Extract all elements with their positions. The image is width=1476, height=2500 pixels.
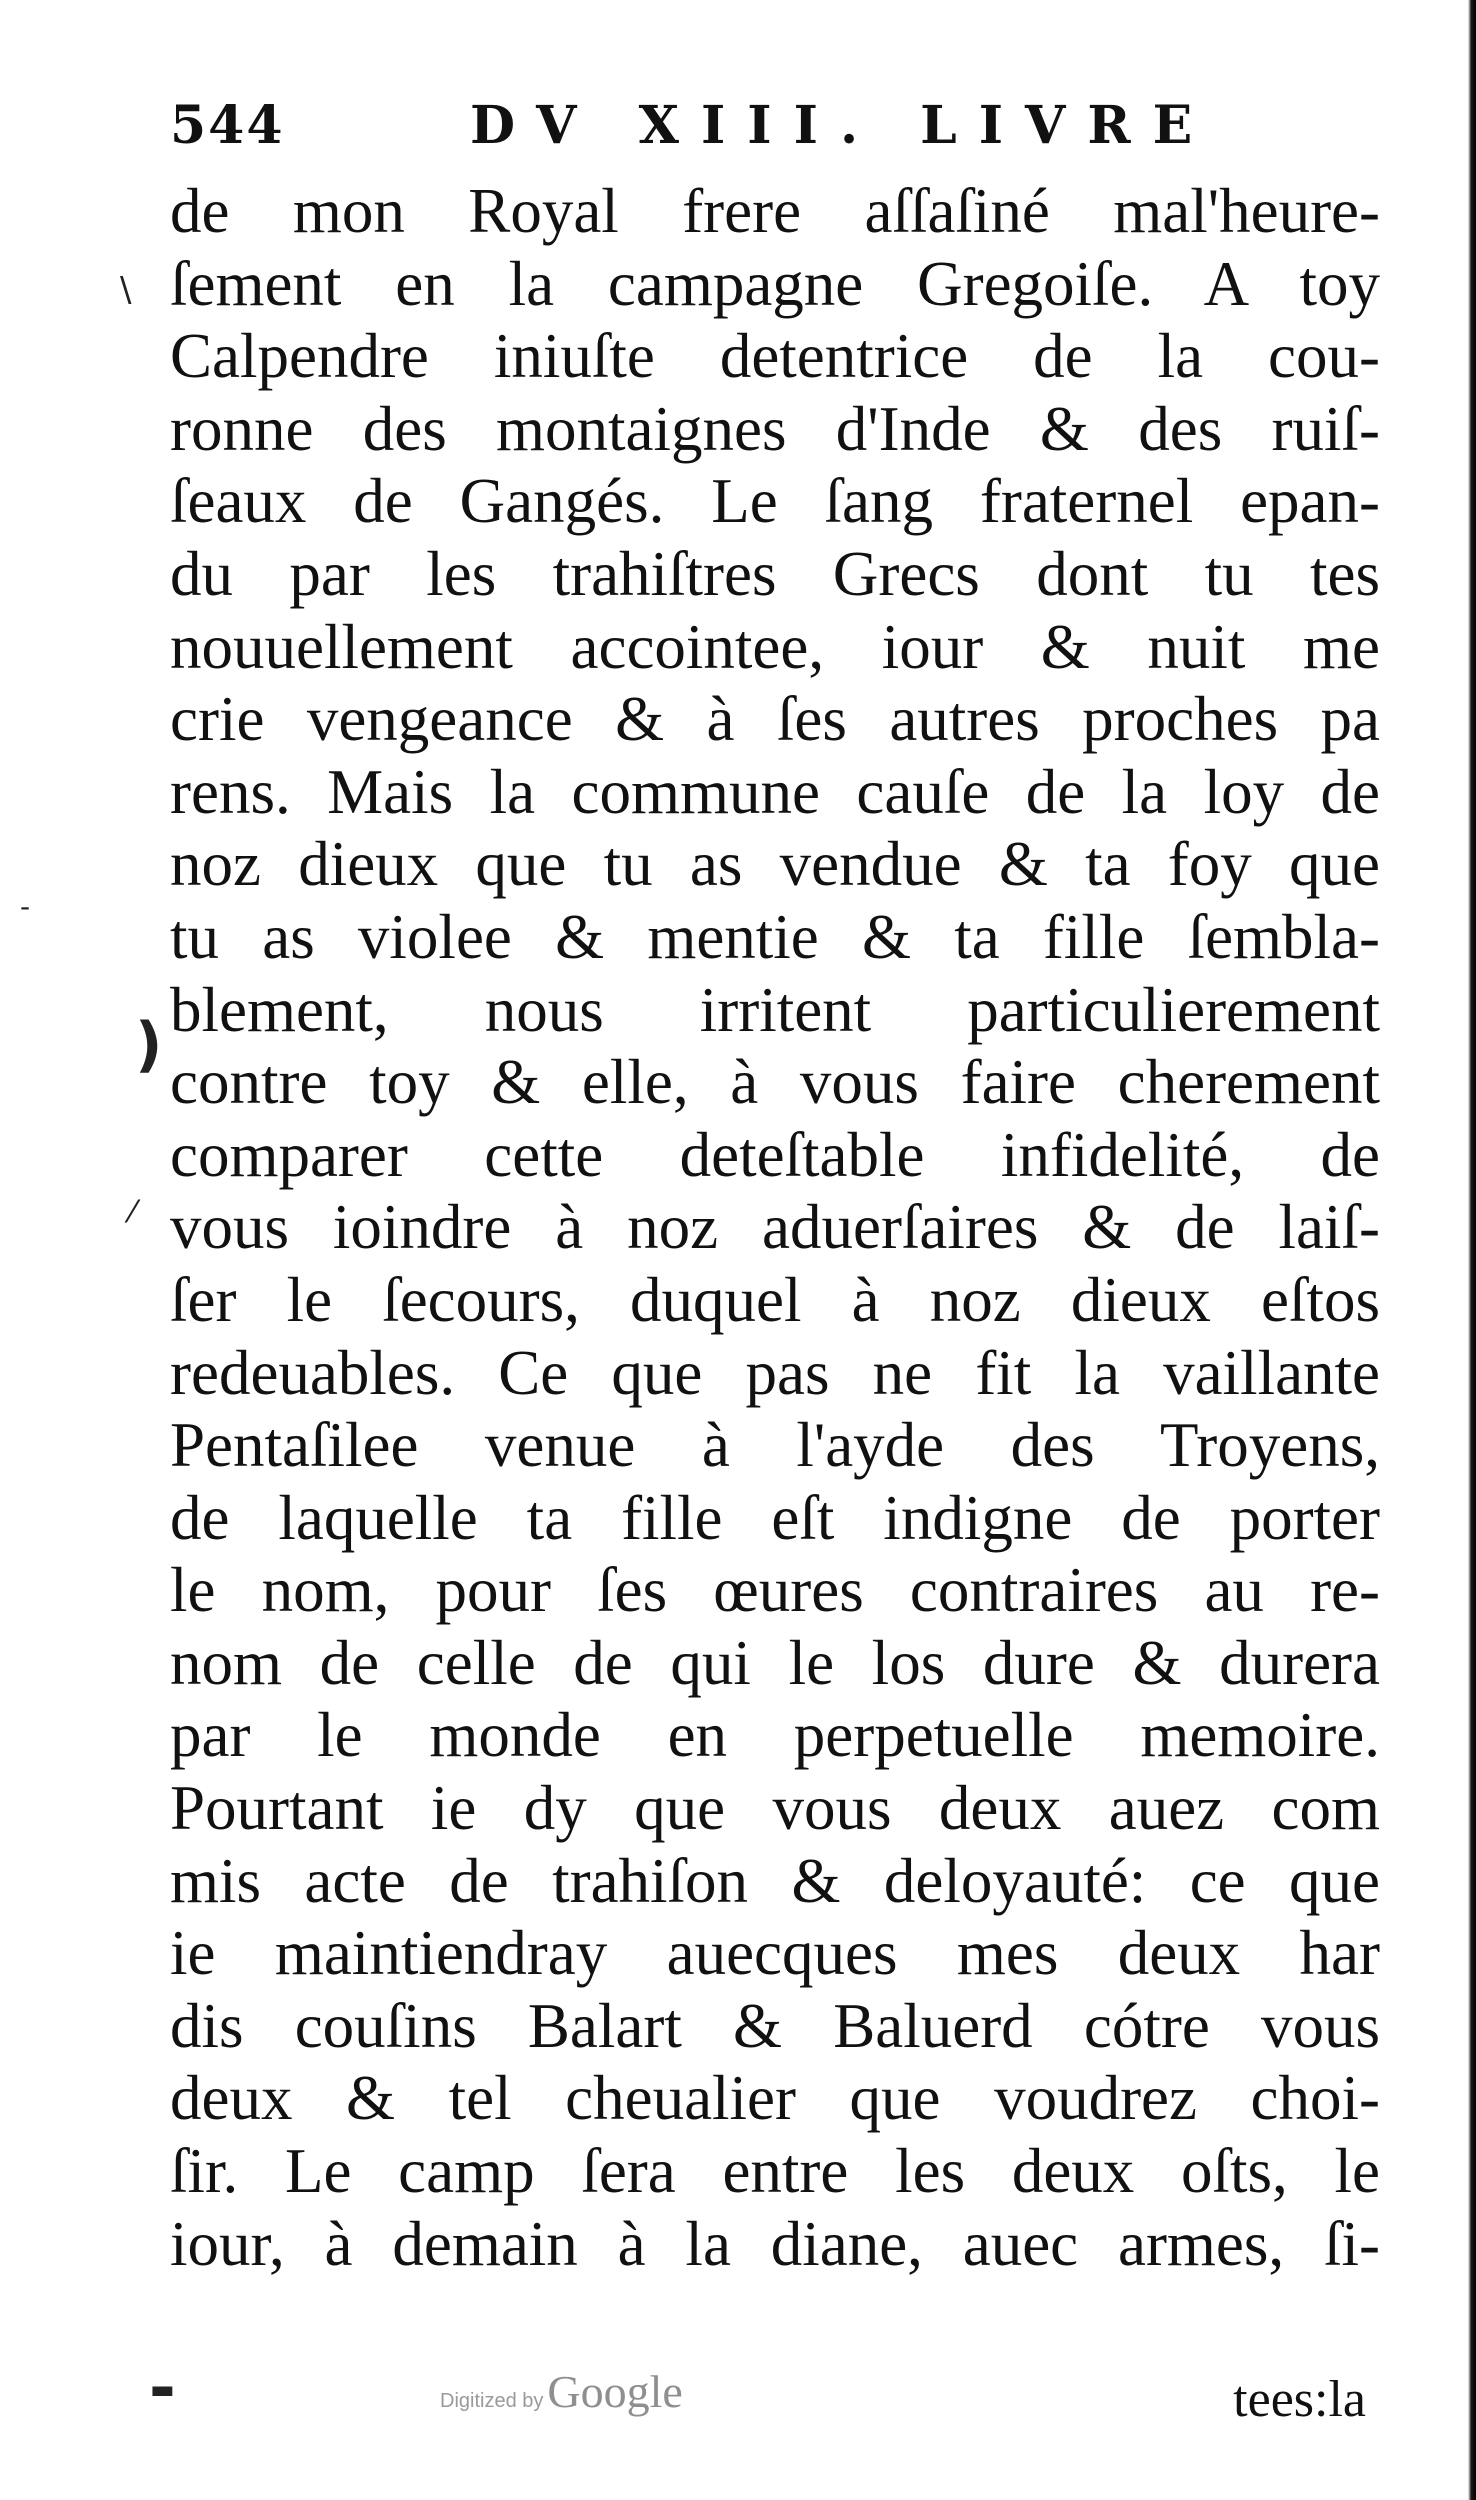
body-text bbox=[170, 175, 1380, 2280]
text-line: ſir. Le camp ſera entre les deux oſts, le bbox=[170, 2136, 1380, 2207]
margin-mark: ▬ bbox=[150, 2375, 175, 2405]
running-title: DV XIII. LIVRE bbox=[470, 95, 1215, 156]
text-line: nouuellement accointee, iour & nuit me bbox=[170, 611, 1380, 682]
text-line: rens. Mais la commune cauſe de la loy de bbox=[170, 756, 1380, 827]
text-line: crie vengeance & à ſes autres proches pa bbox=[170, 684, 1380, 755]
text-line: iour, à demain à la diane, auec armes, ſi- bbox=[170, 2208, 1380, 2279]
text-line: par le monde en perpetuelle memoire. bbox=[170, 1700, 1380, 1771]
catchword: tees:la bbox=[1233, 2371, 1366, 2428]
text-line: blement, nous irritent particulierement bbox=[170, 974, 1380, 1045]
text-line: vous ioindre à noz aduerſaires & de laiſ- bbox=[170, 1192, 1380, 1263]
margin-mark: - bbox=[20, 890, 31, 923]
margin-mark: \ bbox=[120, 270, 132, 310]
text-line: dis couſins Balart & Baluerd cótre vous bbox=[170, 1990, 1380, 2061]
text-line: ſeaux de Gangés. Le ſang fraternel epan- bbox=[170, 466, 1380, 537]
text-line: ronne des montaignes d'Inde & des ruiſ- bbox=[170, 393, 1380, 464]
text-line: du par les trahiſtres Grecs dont tu tes bbox=[170, 538, 1380, 609]
text-line: ie maintiendray auecques mes deux har bbox=[170, 1918, 1380, 1989]
margin-bracket: ) bbox=[135, 1010, 163, 1080]
text-line: Pentaſilee venue à l'ayde des Troyens, bbox=[170, 1410, 1380, 1481]
text-line: comparer cette deteſtable infidelité, de bbox=[170, 1119, 1380, 1190]
text-line: redeuables. Ce que pas ne fit la vaillante bbox=[170, 1337, 1380, 1408]
text-line: ſement en la campagne Gregoiſe. A toy bbox=[170, 248, 1380, 319]
text-line: ſer le ſecours, duquel à noz dieux eſtos bbox=[170, 1264, 1380, 1335]
text-line: contre toy & elle, à vous faire cherement bbox=[170, 1047, 1380, 1118]
text-line: mis acte de trahiſon & deloyauté: ce que bbox=[170, 1845, 1380, 1916]
digitized-by-google-watermark bbox=[440, 2365, 683, 2418]
binding-edge bbox=[1468, 0, 1476, 2500]
text-line: le nom, pour ſes œures contraires au re- bbox=[170, 1555, 1380, 1626]
text-line: deux & tel cheualier que voudrez choi- bbox=[170, 2063, 1380, 2134]
google-logo: Google bbox=[547, 2366, 683, 2417]
text-line: de laquelle ta fille eſt indigne de porter bbox=[170, 1482, 1380, 1553]
page-number: 544 bbox=[170, 95, 285, 156]
margin-mark: ⁄ bbox=[130, 1195, 136, 1230]
text-line: de mon Royal frere aſſaſiné mal'heure- bbox=[170, 176, 1380, 246]
text-line: nom de celle de qui le los dure & durera bbox=[170, 1627, 1380, 1698]
text-line: noz dieux que tu as vendue & ta foy que bbox=[170, 829, 1380, 900]
text-line: Calpendre iniuſte detentrice de la cou- bbox=[170, 321, 1380, 392]
digitized-label: Digitized by bbox=[440, 2390, 544, 2412]
running-head bbox=[170, 95, 1370, 175]
text-line: Pourtant ie dy que vous deux auez com bbox=[170, 1773, 1380, 1844]
text-line: tu as violee & mentie & ta fille ſembla- bbox=[170, 901, 1380, 972]
